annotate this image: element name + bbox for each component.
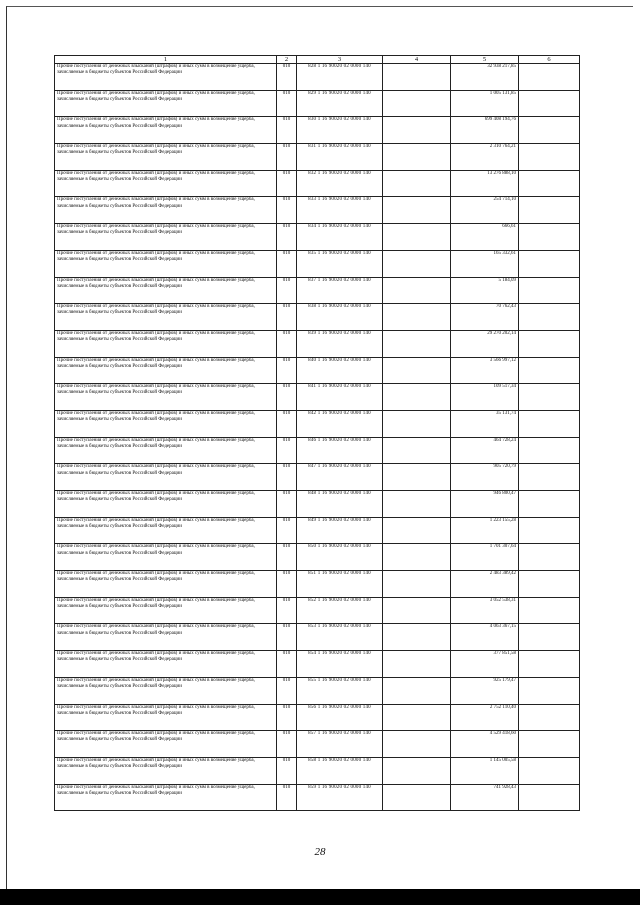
row-name-cell: Прочие поступления от денежных взысканий (штрафов) и иных сумм в возмещение ущерба, зачисляемые в бюджеты субъектов Российской Федерации — [55, 144, 277, 171]
row-col6-cell — [519, 304, 580, 331]
table-row — [55, 117, 580, 144]
table-row — [55, 250, 580, 277]
row-col6-cell — [519, 170, 580, 197]
row-kbk-code-cell: 838 1 16 90020 02 0000 140 — [297, 304, 383, 331]
row-col6-cell — [519, 64, 580, 91]
row-col4-cell — [383, 437, 451, 464]
table-row — [55, 357, 580, 384]
row-name-cell: Прочие поступления от денежных взысканий (штрафов) и иных сумм в возмещение ущерба, зачисляемые в бюджеты субъектов Российской Федерации — [55, 757, 277, 784]
row-line-code-cell: 010 — [277, 64, 297, 91]
row-kbk-code-cell: 850 1 16 90020 02 0000 140 — [297, 544, 383, 571]
row-col4-cell — [383, 90, 451, 117]
header-col-6: 6 — [519, 56, 580, 64]
row-amount-cell: 1 145 005,58 — [451, 757, 519, 784]
row-amount-cell: 1 005 131,85 — [451, 90, 519, 117]
row-line-code-cell: 010 — [277, 170, 297, 197]
row-name-cell: Прочие поступления от денежных взысканий (штрафов) и иных сумм в возмещение ущерба, зачисляемые в бюджеты субъектов Российской Федерации — [55, 170, 277, 197]
row-amount-cell: 29 270 202,14 — [451, 330, 519, 357]
row-line-code-cell: 010 — [277, 357, 297, 384]
scan-edge-bar — [0, 889, 640, 905]
row-col4-cell — [383, 544, 451, 571]
header-col-1: 1 — [55, 56, 277, 64]
row-name-cell: Прочие поступления от денежных взысканий (штрафов) и иных сумм в возмещение ущерба, зачисляемые в бюджеты субъектов Российской Федерации — [55, 677, 277, 704]
row-col4-cell — [383, 731, 451, 758]
table-row — [55, 731, 580, 758]
row-name-cell: Прочие поступления от денежных взысканий (штрафов) и иных сумм в возмещение ущерба, зачисляемые в бюджеты субъектов Российской Федерации — [55, 544, 277, 571]
row-col4-cell — [383, 517, 451, 544]
row-line-code-cell: 010 — [277, 464, 297, 491]
page-number: 28 — [314, 846, 326, 858]
row-kbk-code-cell: 859 1 16 90020 02 0000 140 — [297, 784, 383, 811]
row-col4-cell — [383, 144, 451, 171]
row-col4-cell — [383, 597, 451, 624]
row-line-code-cell: 010 — [277, 330, 297, 357]
table-row — [55, 464, 580, 491]
row-amount-cell: 4 063 367,15 — [451, 624, 519, 651]
row-line-code-cell: 010 — [277, 624, 297, 651]
row-col4-cell — [383, 357, 451, 384]
row-amount-cell: 925 179,47 — [451, 677, 519, 704]
row-line-code-cell: 010 — [277, 144, 297, 171]
row-amount-cell: 70 762,43 — [451, 304, 519, 331]
row-kbk-code-cell: 858 1 16 90020 02 0000 140 — [297, 757, 383, 784]
row-name-cell: Прочие поступления от денежных взысканий (штрафов) и иных сумм в возмещение ущерба, зачисляемые в бюджеты субъектов Российской Федерации — [55, 117, 277, 144]
row-name-cell: Прочие поступления от денежных взысканий (штрафов) и иных сумм в возмещение ущерба, зачисляемые в бюджеты субъектов Российской Федерации — [55, 330, 277, 357]
row-col4-cell — [383, 410, 451, 437]
row-name-cell: Прочие поступления от денежных взысканий (штрафов) и иных сумм в возмещение ущерба, зачисляемые в бюджеты субъектов Российской Федерации — [55, 250, 277, 277]
row-amount-cell: 2 483 389,42 — [451, 571, 519, 598]
row-col6-cell — [519, 117, 580, 144]
row-col6-cell — [519, 757, 580, 784]
row-kbk-code-cell: 848 1 16 90020 02 0000 140 — [297, 491, 383, 518]
row-col4-cell — [383, 330, 451, 357]
row-col6-cell — [519, 597, 580, 624]
row-kbk-code-cell: 842 1 16 90020 02 0000 140 — [297, 410, 383, 437]
row-name-cell: Прочие поступления от денежных взысканий (штрафов) и иных сумм в возмещение ущерба, зачисляемые в бюджеты субъектов Российской Федерации — [55, 704, 277, 731]
row-name-cell: Прочие поступления от денежных взысканий (штрафов) и иных сумм в возмещение ущерба, зачисляемые в бюджеты субъектов Российской Федерации — [55, 384, 277, 411]
row-col6-cell — [519, 784, 580, 811]
row-kbk-code-cell: 854 1 16 90020 02 0000 140 — [297, 651, 383, 678]
table-row — [55, 651, 580, 678]
row-col4-cell — [383, 224, 451, 251]
row-line-code-cell: 010 — [277, 731, 297, 758]
row-col4-cell — [383, 250, 451, 277]
row-amount-cell: 3 052 538,31 — [451, 597, 519, 624]
row-name-cell: Прочие поступления от денежных взысканий (штрафов) и иных сумм в возмещение ущерба, зачисляемые в бюджеты субъектов Российской Федерации — [55, 197, 277, 224]
table-row — [55, 64, 580, 91]
row-kbk-code-cell: 852 1 16 90020 02 0000 140 — [297, 597, 383, 624]
table-row — [55, 144, 580, 171]
header-col-4: 4 — [383, 56, 451, 64]
row-line-code-cell: 010 — [277, 597, 297, 624]
row-col4-cell — [383, 170, 451, 197]
row-name-cell: Прочие поступления от денежных взысканий (штрафов) и иных сумм в возмещение ущерба, зачисляемые в бюджеты субъектов Российской Федерации — [55, 624, 277, 651]
row-amount-cell: 5 184,09 — [451, 277, 519, 304]
row-amount-cell: 165 332,61 — [451, 250, 519, 277]
row-kbk-code-cell: 832 1 16 90020 02 0000 140 — [297, 170, 383, 197]
table-row — [55, 437, 580, 464]
row-col6-cell — [519, 90, 580, 117]
row-kbk-code-cell: 837 1 16 90020 02 0000 140 — [297, 277, 383, 304]
row-line-code-cell: 010 — [277, 677, 297, 704]
table-row — [55, 224, 580, 251]
row-kbk-code-cell: 853 1 16 90020 02 0000 140 — [297, 624, 383, 651]
row-col4-cell — [383, 197, 451, 224]
row-amount-cell: 35 131,74 — [451, 410, 519, 437]
table-row — [55, 197, 580, 224]
revenue-table — [54, 55, 580, 811]
row-line-code-cell: 010 — [277, 277, 297, 304]
row-kbk-code-cell: 841 1 16 90020 02 0000 140 — [297, 384, 383, 411]
row-kbk-code-cell: 835 1 16 90020 02 0000 140 — [297, 250, 383, 277]
table-row — [55, 170, 580, 197]
row-col6-cell — [519, 144, 580, 171]
row-col6-cell — [519, 410, 580, 437]
row-kbk-code-cell: 846 1 16 90020 02 0000 140 — [297, 437, 383, 464]
row-line-code-cell: 010 — [277, 651, 297, 678]
row-line-code-cell: 010 — [277, 517, 297, 544]
row-col4-cell — [383, 464, 451, 491]
row-kbk-code-cell: 840 1 16 90020 02 0000 140 — [297, 357, 383, 384]
header-col-3: 3 — [297, 56, 383, 64]
row-col6-cell — [519, 330, 580, 357]
row-amount-cell: 32 938 217,85 — [451, 64, 519, 91]
row-amount-cell: 4 529 418,60 — [451, 731, 519, 758]
table-row — [55, 677, 580, 704]
row-col4-cell — [383, 704, 451, 731]
row-kbk-code-cell: 851 1 16 90020 02 0000 140 — [297, 571, 383, 598]
row-line-code-cell: 010 — [277, 491, 297, 518]
row-col6-cell — [519, 384, 580, 411]
row-col6-cell — [519, 357, 580, 384]
row-col4-cell — [383, 784, 451, 811]
row-col4-cell — [383, 384, 451, 411]
row-line-code-cell: 010 — [277, 410, 297, 437]
row-amount-cell: 1 701 307,64 — [451, 544, 519, 571]
header-col-2: 2 — [277, 56, 297, 64]
row-amount-cell: 666,61 — [451, 224, 519, 251]
row-col4-cell — [383, 277, 451, 304]
table-row — [55, 330, 580, 357]
table-row — [55, 90, 580, 117]
row-col6-cell — [519, 437, 580, 464]
row-col6-cell — [519, 277, 580, 304]
row-col6-cell — [519, 704, 580, 731]
table-row — [55, 571, 580, 598]
row-name-cell: Прочие поступления от денежных взысканий (штрафов) и иных сумм в возмещение ущерба, зачисляемые в бюджеты субъектов Российской Федерации — [55, 597, 277, 624]
row-col6-cell — [519, 571, 580, 598]
row-line-code-cell: 010 — [277, 117, 297, 144]
row-col6-cell — [519, 250, 580, 277]
row-kbk-code-cell: 829 1 16 90020 02 0000 140 — [297, 90, 383, 117]
row-line-code-cell: 010 — [277, 437, 297, 464]
row-line-code-cell: 010 — [277, 784, 297, 811]
row-kbk-code-cell: 828 1 16 90020 02 0000 140 — [297, 64, 383, 91]
row-name-cell: Прочие поступления от денежных взысканий (штрафов) и иных сумм в возмещение ущерба, зачисляемые в бюджеты субъектов Российской Федерации — [55, 224, 277, 251]
table-row — [55, 597, 580, 624]
row-col6-cell — [519, 491, 580, 518]
row-line-code-cell: 010 — [277, 544, 297, 571]
table-row — [55, 624, 580, 651]
row-name-cell: Прочие поступления от денежных взысканий (штрафов) и иных сумм в возмещение ущерба, зачисляемые в бюджеты субъектов Российской Федерации — [55, 651, 277, 678]
table-row — [55, 491, 580, 518]
row-col6-cell — [519, 224, 580, 251]
row-kbk-code-cell: 831 1 16 90020 02 0000 140 — [297, 144, 383, 171]
row-kbk-code-cell: 834 1 16 90020 02 0000 140 — [297, 224, 383, 251]
row-name-cell: Прочие поступления от денежных взысканий (штрафов) и иных сумм в возмещение ущерба, зачисляемые в бюджеты субъектов Российской Федерации — [55, 410, 277, 437]
row-name-cell: Прочие поступления от денежных взысканий (штрафов) и иных сумм в возмещение ущерба, зачисляемые в бюджеты субъектов Российской Федерации — [55, 90, 277, 117]
row-line-code-cell: 010 — [277, 304, 297, 331]
row-name-cell: Прочие поступления от денежных взысканий (штрафов) и иных сумм в возмещение ущерба, зачисляемые в бюджеты субъектов Российской Федерации — [55, 304, 277, 331]
table-row — [55, 304, 580, 331]
row-col4-cell — [383, 117, 451, 144]
row-name-cell: Прочие поступления от денежных взысканий (штрафов) и иных сумм в возмещение ущерба, зачисляемые в бюджеты субъектов Российской Федерации — [55, 491, 277, 518]
table-row — [55, 757, 580, 784]
row-line-code-cell: 010 — [277, 704, 297, 731]
row-amount-cell: 2 752 110,40 — [451, 704, 519, 731]
row-amount-cell: 905 720,79 — [451, 464, 519, 491]
row-kbk-code-cell: 847 1 16 90020 02 0000 140 — [297, 464, 383, 491]
row-col6-cell — [519, 517, 580, 544]
table-row — [55, 410, 580, 437]
row-amount-cell: 464 728,24 — [451, 437, 519, 464]
row-line-code-cell: 010 — [277, 197, 297, 224]
row-name-cell: Прочие поступления от денежных взысканий (штрафов) и иных сумм в возмещение ущерба, зачисляемые в бюджеты субъектов Российской Федерации — [55, 517, 277, 544]
row-amount-cell: 109 517,34 — [451, 384, 519, 411]
row-kbk-code-cell: 855 1 16 90020 02 0000 140 — [297, 677, 383, 704]
row-kbk-code-cell: 849 1 16 90020 02 0000 140 — [297, 517, 383, 544]
table-row — [55, 384, 580, 411]
table-row — [55, 784, 580, 811]
table-row — [55, 544, 580, 571]
row-col6-cell — [519, 544, 580, 571]
row-kbk-code-cell: 833 1 16 90020 02 0000 140 — [297, 197, 383, 224]
row-col4-cell — [383, 651, 451, 678]
row-amount-cell: 699 408 194,76 — [451, 117, 519, 144]
row-col4-cell — [383, 624, 451, 651]
row-name-cell: Прочие поступления от денежных взысканий (штрафов) и иных сумм в возмещение ущерба, зачисляемые в бюджеты субъектов Российской Федерации — [55, 357, 277, 384]
row-col6-cell — [519, 197, 580, 224]
row-name-cell: Прочие поступления от денежных взысканий (штрафов) и иных сумм в возмещение ущерба, зачисляемые в бюджеты субъектов Российской Федерации — [55, 464, 277, 491]
row-col6-cell — [519, 677, 580, 704]
row-amount-cell: 946 800,47 — [451, 491, 519, 518]
row-col4-cell — [383, 304, 451, 331]
row-col6-cell — [519, 651, 580, 678]
row-kbk-code-cell: 830 1 16 90020 02 0000 140 — [297, 117, 383, 144]
row-col4-cell — [383, 677, 451, 704]
row-name-cell: Прочие поступления от денежных взысканий (штрафов) и иных сумм в возмещение ущерба, зачисляемые в бюджеты субъектов Российской Федерации — [55, 437, 277, 464]
row-amount-cell: 741 928,43 — [451, 784, 519, 811]
row-amount-cell: 3 566 997,12 — [451, 357, 519, 384]
row-col6-cell — [519, 624, 580, 651]
header-col-5: 5 — [451, 56, 519, 64]
row-name-cell: Прочие поступления от денежных взысканий (штрафов) и иных сумм в возмещение ущерба, зачисляемые в бюджеты субъектов Российской Федерации — [55, 571, 277, 598]
row-amount-cell: 13 276 888,10 — [451, 170, 519, 197]
row-line-code-cell: 010 — [277, 384, 297, 411]
table-row — [55, 704, 580, 731]
row-name-cell: Прочие поступления от денежных взысканий (штрафов) и иных сумм в возмещение ущерба, зачисляемые в бюджеты субъектов Российской Федерации — [55, 64, 277, 91]
row-col4-cell — [383, 64, 451, 91]
row-amount-cell: 254 714,10 — [451, 197, 519, 224]
table-row — [55, 277, 580, 304]
row-col6-cell — [519, 731, 580, 758]
row-line-code-cell: 010 — [277, 757, 297, 784]
row-col4-cell — [383, 491, 451, 518]
row-line-code-cell: 010 — [277, 571, 297, 598]
row-line-code-cell: 010 — [277, 90, 297, 117]
table-header-row — [55, 56, 580, 64]
row-amount-cell: 2 310 764,21 — [451, 144, 519, 171]
row-col6-cell — [519, 464, 580, 491]
row-amount-cell: 377 851,58 — [451, 651, 519, 678]
row-line-code-cell: 010 — [277, 224, 297, 251]
row-kbk-code-cell: 839 1 16 90020 02 0000 140 — [297, 330, 383, 357]
row-col4-cell — [383, 571, 451, 598]
row-line-code-cell: 010 — [277, 250, 297, 277]
row-name-cell: Прочие поступления от денежных взысканий (штрафов) и иных сумм в возмещение ущерба, зачисляемые в бюджеты субъектов Российской Федерации — [55, 731, 277, 758]
row-col4-cell — [383, 757, 451, 784]
table-body — [55, 64, 580, 811]
row-name-cell: Прочие поступления от денежных взысканий (штрафов) и иных сумм в возмещение ущерба, зачисляемые в бюджеты субъектов Российской Федерации — [55, 277, 277, 304]
row-amount-cell: 1 223 155,28 — [451, 517, 519, 544]
row-name-cell: Прочие поступления от денежных взысканий (штрафов) и иных сумм в возмещение ущерба, зачисляемые в бюджеты субъектов Российской Федерации — [55, 784, 277, 811]
row-kbk-code-cell: 857 1 16 90020 02 0000 140 — [297, 731, 383, 758]
row-kbk-code-cell: 856 1 16 90020 02 0000 140 — [297, 704, 383, 731]
table-row — [55, 517, 580, 544]
